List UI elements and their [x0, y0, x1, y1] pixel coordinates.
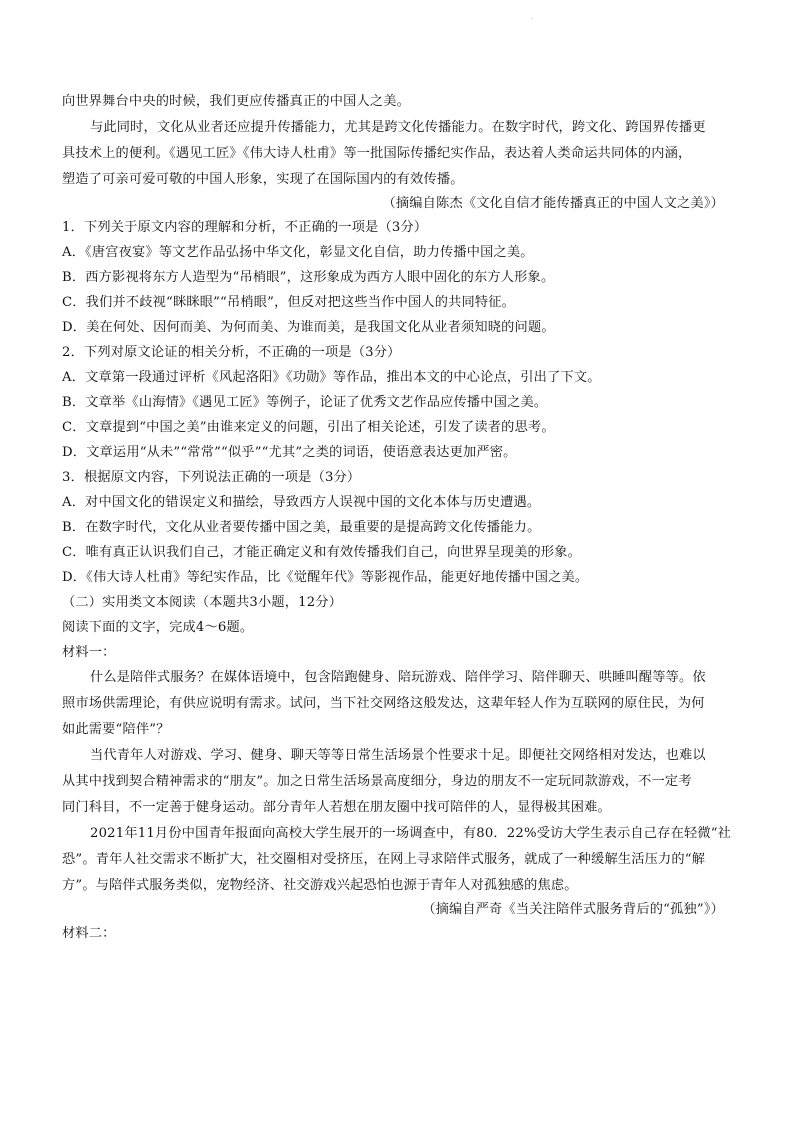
passage1-source: （摘编自陈杰《文化自信才能传播真正的中国人文之美》） — [382, 196, 724, 211]
question-2-option-b: B．文章举《山海情》《遇见工匠》等例子，论证了优秀文艺作品应传播中国之美。 — [62, 395, 548, 410]
section-2-instruction: 阅读下面的文字，完成4～6题。 — [62, 620, 254, 635]
material-1-label: 材料一： — [62, 645, 116, 660]
passage1-line: 与此同时，文化从业者还应提升传播能力，尤其是跨文化传播能力。在数字时代，跨文化、跨国界传播更 — [90, 120, 706, 135]
material-1-line: 什么是陪伴式服务？在媒体语境中，包含陪跑健身、陪玩游戏、陪伴学习、陪伴聊天、哄睡叫醒等等。依 — [90, 670, 706, 685]
question-1-option-b: B．西方影视将东方人造型为“吊梢眼”，这形象成为西方人眼中固化的东方人形象。 — [62, 270, 555, 285]
material-1-line: 2021年11月份中国青年报面向高校大学生展开的一场调查中，有80．22%受访大学生表示自己存在轻微“社 — [90, 826, 732, 841]
question-1-option-a: A．《唐宫夜宴》等文艺作品弘扬中华文化，彰显文化自信，助力传播中国之美。 — [62, 245, 534, 260]
material-1-line: 从其中找到契合精神需求的“朋友”。加之日常生活场景高度细分，身边的朋友不一定玩同款游戏，不一定考 — [62, 774, 692, 789]
question-3-stem: 3．根据原文内容，下列说法正确的一项是（3分） — [62, 470, 361, 485]
passage1-line: 具技术上的便利。《遇见工匠》《伟大诗人杜甫》等一批国际传播纪实作品，表达着人类命运共同体的内涵， — [62, 146, 692, 161]
question-1-stem: 1．下列关于原文内容的理解和分析，不正确的一项是（3分） — [62, 220, 428, 235]
question-2-option-c: C．文章提到“中国之美”由谁来定义的问题，引出了相关论述，引发了读者的思考。 — [62, 420, 555, 435]
material-1-source: （摘编自严奇《当关注陪伴式服务背后的“孤独”》） — [422, 902, 724, 917]
material-1-line: 恐”。青年人社交需求不断扩大，社交圈相对受挤压，在网上寻求陪伴式服务，就成了一种缓解生活压力的“解 — [62, 852, 706, 867]
material-1-line: 当代青年人对游戏、学习、健身、聊天等等日常生活场景个性要求十足。即便社交网络相对发达，也难以 — [90, 748, 706, 763]
passage1-line: 塑造了可亲可爱可敬的中国人形象，实现了在国际国内的有效传播。 — [62, 172, 464, 187]
question-2-option-d: D．文章运用“从未”“常常”“似乎”“尤其”之类的词语，使语意表达更加严密。 — [62, 445, 517, 460]
question-2-option-a: A．文章第一段通过评析《风起洛阳》《功勋》等作品，推出本文的中心论点，引出了下文。 — [62, 370, 601, 385]
question-2-stem: 2．下列对原文论证的相关分析，不正确的一项是（3分） — [62, 345, 401, 360]
material-1-line: 同门科目，不一定善于健身运动。部分青年人若想在朋友圈中找可陪伴的人，显得极其困难。 — [62, 800, 611, 815]
question-3-option-c: C．唯有真正认识我们自己，才能正确定义和有效传播我们自己，向世界呈现美的形象。 — [62, 545, 582, 560]
material-1-line: 照市场供需理论，有供应说明有需求。试问，当下社交网络这般发达，这辈年轻人作为互联网的原住民，为何 — [62, 696, 705, 711]
question-1-option-d: D．美在何处、因何而美、为何而美、为谁而美，是我国文化从业者须知晓的问题。 — [62, 320, 555, 335]
passage1-line: 向世界舞台中央的时候，我们更应传播真正的中国人之美。 — [62, 94, 411, 109]
material-1-line: 如此需要“陪伴”？ — [62, 722, 170, 737]
question-1-option-c: C．我们并不歧视“眯眯眼”“吊梢眼”，但反对把这些当作中国人的共同特征。 — [62, 295, 516, 310]
section-2-title: （二）实用类文本阅读（本题共3小题，12分） — [62, 595, 343, 610]
header-mark: . — [531, 14, 534, 21]
question-3-option-d: D．《伟大诗人杜甫》等纪实作品，比《觉醒年代》等影视作品，能更好地传播中国之美。 — [62, 570, 589, 585]
question-3-option-b: B．在数字时代，文化从业者要传播中国之美，最重要的是提高跨文化传播能力。 — [62, 520, 541, 535]
question-3-option-a: A．对中国文化的错误定义和描绘，导致西方人误视中国的文化本体与历史遭遇。 — [62, 495, 541, 510]
material-2-label: 材料二： — [62, 926, 116, 941]
material-1-line: 方”。与陪伴式服务类似，宠物经济、社交游戏兴起恐怕也源于青年人对孤独感的焦虑。 — [62, 878, 578, 893]
